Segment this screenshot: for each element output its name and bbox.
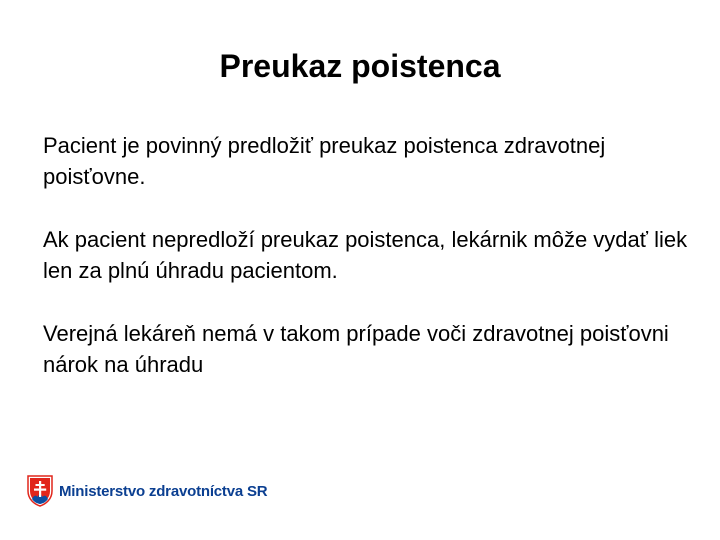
paragraph-1: Pacient je povinný predložiť preukaz poistenca zdravotnej poisťovne. xyxy=(43,133,606,189)
ministry-logo-text: Ministerstvo zdravotníctva SR xyxy=(59,482,268,500)
paragraph-2: Ak pacient nepredloží preukaz poistenca, lekárnik môže vydať liek len za plnú úhradu pacientom. xyxy=(43,227,688,283)
ministry-logo xyxy=(27,474,267,508)
slovak-coat-of-arms-icon xyxy=(27,475,53,507)
slide-title: Preukaz poistenca xyxy=(219,48,501,84)
paragraph-3: Verejná lekáreň nemá v takom prípade voči zdravotnej poisťovni nárok na úhradu xyxy=(43,321,669,377)
slide-body xyxy=(43,130,693,412)
